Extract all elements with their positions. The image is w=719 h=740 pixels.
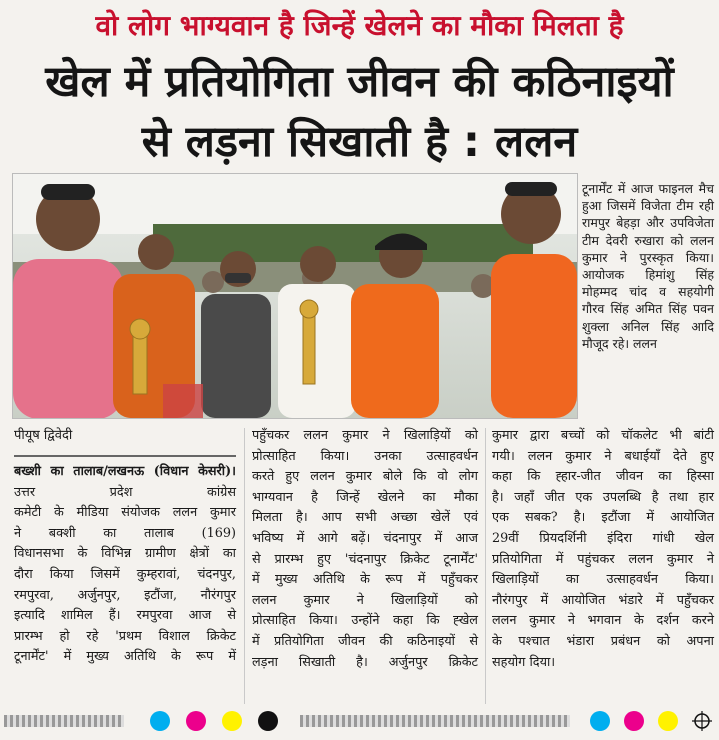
column-line: ने बक्शी का तालाब (169)	[14, 525, 236, 541]
column-line: भविष्य में आगे बढ़ें। चंदनापुर में आज	[252, 530, 478, 546]
article-column-3	[492, 426, 714, 673]
column-line: टूनार्मेंट' में मुख्य अतिथि के रूप में	[14, 649, 236, 665]
photo-illustration	[13, 174, 577, 418]
column-line: नौरंगपुर में आयोजित भंडारे में पहुँचकर	[492, 592, 714, 608]
column-line: करते हुए ललन कुमार बोले कि वो लोग	[252, 469, 478, 485]
column-line: सहयोग दिया।	[492, 654, 556, 670]
photo-side-text: टूनार्मेंट में आज फाइनल मैच हुआ जिसमें विजेता टीम रही रामपुर बेहड़ा और उपविजेता टीम देवरी रुखारा को ललन कुमार ने पुरस्कृत किया। आयोजक हिमांशु सिंह मोहम्मद चांद व सहयोगी गौरव सिंह अमित सिंह पवन शुक्ला अनिल सिंह आदि मौजूद रहे। ललन	[582, 181, 714, 351]
yellow-swatch	[658, 711, 678, 731]
column-line: में प्रतियोगिता जीवन की कठिनाइयों से	[252, 633, 478, 649]
article-column-1	[14, 462, 236, 668]
byline-rule	[14, 455, 236, 457]
column-line: है। जहाँ जीत एक उपलब्धि है तथा हार	[492, 489, 714, 505]
column-line: एक सबक? है। इटौंजा में आयोजित	[492, 510, 714, 526]
column-line: खिलाड़ियों का उत्साहवर्धन किया।	[492, 572, 714, 588]
column-divider	[244, 428, 245, 704]
column-line: पहुँचकर ललन कुमार ने खिलाड़ियों को	[252, 428, 478, 443]
column-line: ललन कुमार ने भगवान के दर्शन करने	[492, 613, 714, 629]
column-line: इत्यादि शामिल हैं। रमपुरवा आज से	[14, 608, 236, 624]
cyan-swatch	[150, 711, 170, 731]
column-line: प्रोत्साहित किया। उन्होंने कहा कि ह्खेल	[252, 613, 478, 629]
magenta-swatch	[624, 711, 644, 731]
kicker-headline: वो लोग भाग्यवान है जिन्हें खेलने का मौका मिलता है	[95, 9, 624, 42]
column-line: मिलता है। आप सभी अच्छा खेलें एवं	[252, 510, 478, 526]
column-line: उत्तर प्रदेश कांग्रेस	[14, 484, 236, 500]
magenta-swatch	[186, 711, 206, 731]
black-swatch	[258, 711, 278, 731]
page-title	[0, 52, 719, 172]
registration-stripe	[4, 715, 124, 727]
cyan-swatch	[590, 711, 610, 731]
print-registration-bar	[0, 708, 719, 732]
headline-line-1: खेल में प्रतियोगिता जीवन की कठिनाइयों	[45, 57, 674, 107]
column-line: के पश्चात भंडारा प्रबंधन को अपना	[492, 633, 714, 649]
dateline: बख्शी का तालाब/लखनऊ (विधान केसरी)।	[14, 464, 236, 479]
article-column-2	[252, 426, 478, 673]
column-line: कहा कि ह्हार-जीत जीवन का हिस्सा	[492, 469, 714, 485]
byline: पीयूष द्विवेदी	[14, 428, 73, 443]
column-divider	[485, 428, 486, 704]
news-photo	[12, 173, 578, 419]
column-line: ललन कुमार ने खिलाड़ियों को	[252, 592, 478, 608]
column-line: लड़ना सिखाती है। अर्जुनपुर क्रिकेट	[252, 654, 478, 670]
column-line: से प्रारम्भ हुए 'चंदनापुर क्रिकेट टूनार्मेंट'	[252, 551, 478, 567]
yellow-swatch	[222, 711, 242, 731]
column-line: विधानसभा के विभिन्न ग्रामीण क्षेत्रों का	[14, 546, 236, 562]
registration-mark-icon	[692, 711, 712, 731]
column-line: रमपुरवा, अर्जुनपुर, इटौंजा, नौरंगपुर	[14, 587, 236, 603]
column-line: प्रतियोगिता में पहुंचकर ललन कुमार ने	[492, 551, 714, 567]
column-line: में मुख्य अतिथि के रूप में पहुँचकर	[252, 572, 478, 588]
column-line: भाग्यवान है जिन्हें खेलने का मौका	[252, 489, 478, 505]
column-line: गयी। ललन कुमार ने बधाईयाँ देते हुए	[492, 448, 714, 464]
column-line: कमेटी के मीडिया संयोजक ललन कुमार	[14, 505, 236, 521]
headline-line-2: से लड़ना सिखाती है : ललन	[141, 117, 578, 167]
column-line: प्रारम्भ हो रहे 'प्रथम विशाल क्रिकेट	[14, 628, 236, 644]
column-line: प्रोत्साहित किया। उनका उत्साहवर्धन	[252, 448, 478, 464]
column-line: दौरा किया जिसमें कुम्हरावां, चंदनपुर,	[14, 566, 236, 582]
registration-stripe	[300, 715, 570, 727]
column-line: 29वीं प्रियदर्शिनी इंदिरा गांधी खेल	[492, 530, 714, 546]
column-line: कुमार द्वारा बच्चों को चॉकलेट भी बांटी	[492, 428, 714, 443]
